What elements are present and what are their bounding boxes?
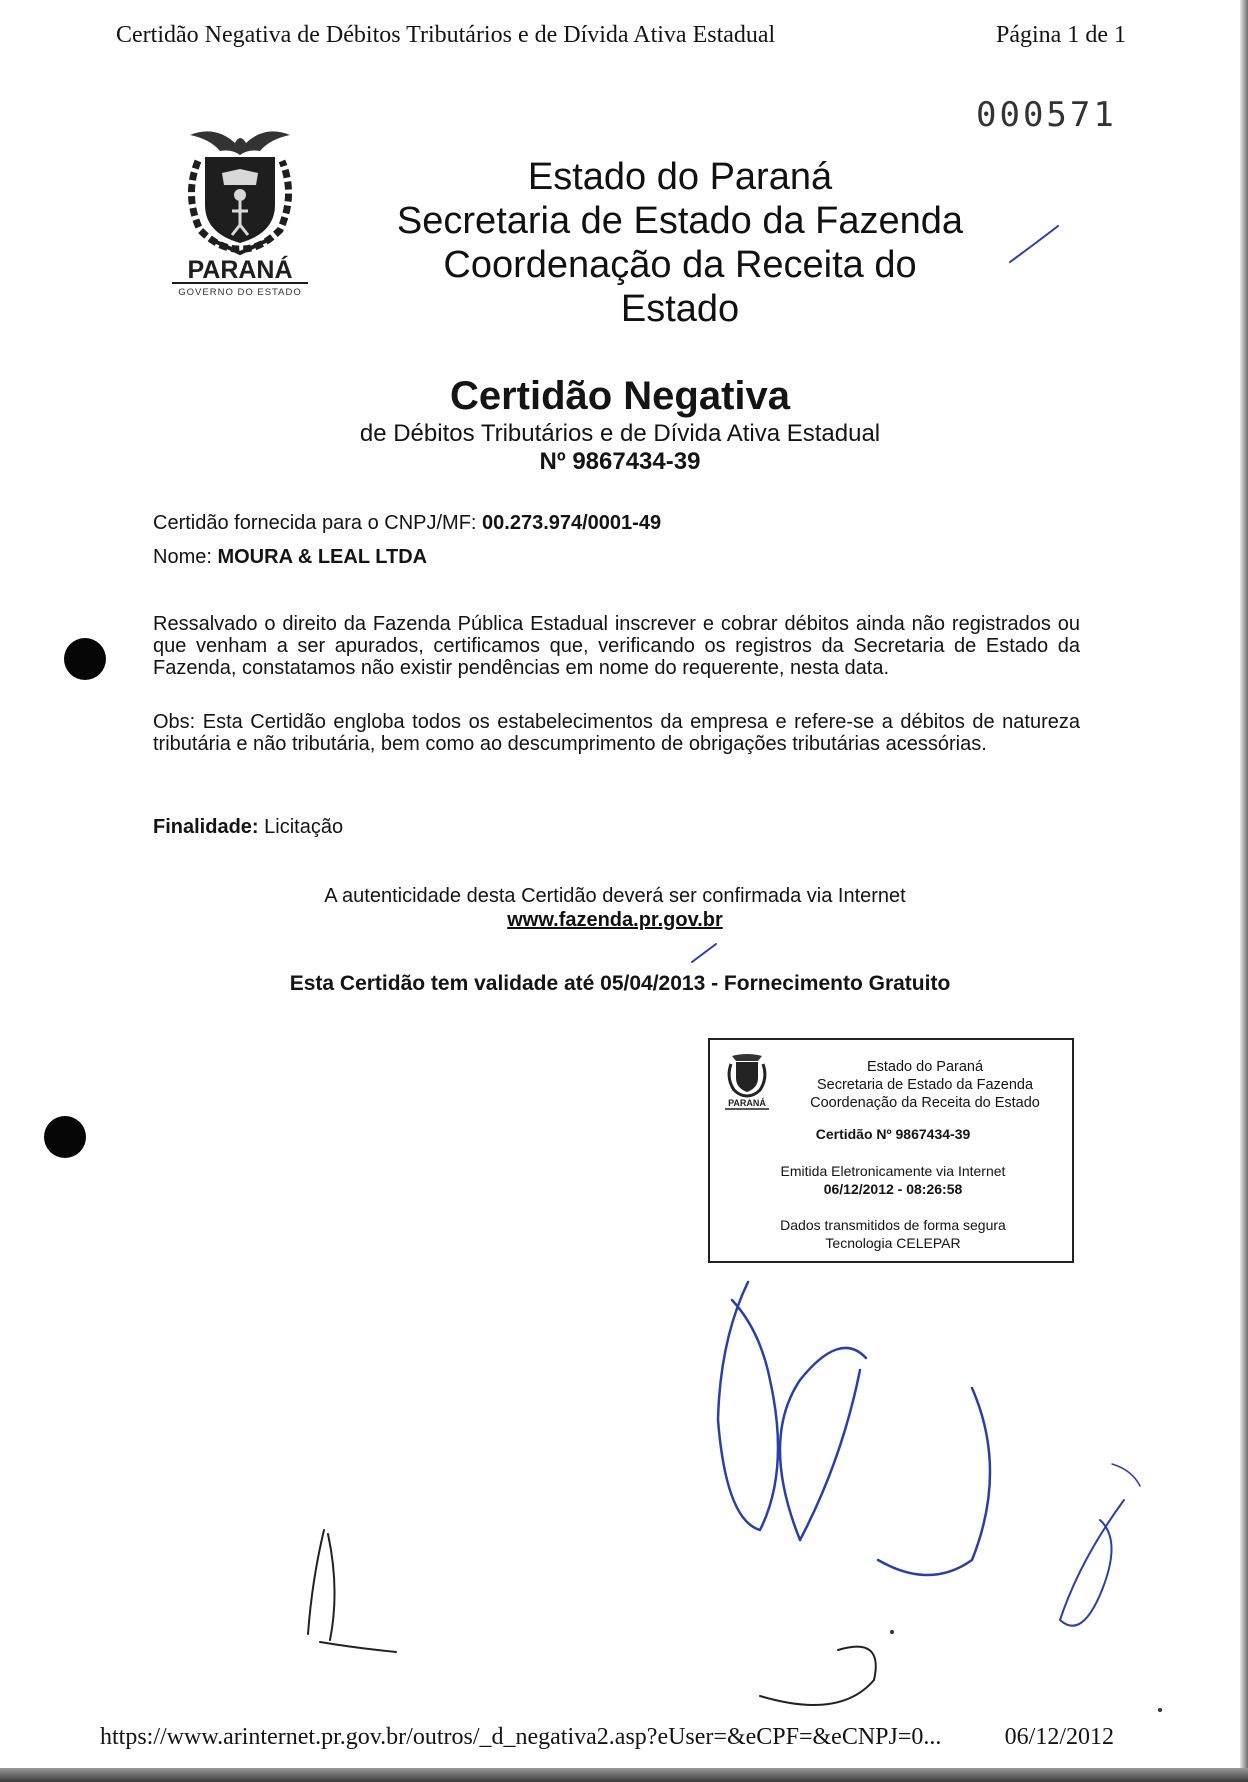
authenticity-link[interactable]: www.fazenda.pr.gov.br	[507, 909, 723, 931]
observation-paragraph: Obs: Esta Certidão engloba todos os estabelecimentos da empresa e refere-se a débitos de natureza tributária e não tributária, bem como ao descumprimento de obrigações tributárias acessórias.	[153, 711, 1080, 755]
validity-statement: Esta Certidão tem validade até 05/04/2013 - Fornecimento Gratuito	[289, 972, 951, 995]
seal-certificate-number: Certidão Nº 9867434-39	[815, 1126, 971, 1142]
agency-coordination: Coordenação da Receita do Estado	[443, 244, 917, 330]
certificate-title: Certidão Negativa	[449, 374, 791, 418]
purpose-line	[153, 816, 343, 839]
seal-security-line2: Tecnologia CELEPAR	[825, 1235, 961, 1251]
seal-agency-coordination: Coordenação da Receita do Estado	[810, 1095, 1040, 1111]
authenticity-block	[250, 884, 980, 932]
seal-agency	[780, 1058, 1070, 1112]
agency-block	[380, 155, 980, 331]
browser-header-title: Certidão Negativa de Débitos Tributários e de Dívida Ativa Estadual	[116, 22, 776, 48]
seal-emitted-datetime: 06/12/2012 - 08:26:58	[823, 1181, 963, 1197]
cnpj-value: 00.273.974/0001-49	[482, 512, 662, 534]
cnpj-label: Certidão fornecida para o CNPJ/MF:	[153, 512, 477, 534]
agency-secretariat: Secretaria de Estado da Fazenda	[396, 200, 964, 242]
agency-state: Estado do Paraná	[527, 156, 833, 198]
name-line	[153, 546, 1080, 568]
certification-paragraph: Ressalvado o direito da Fazenda Pública Estadual inscrever e cobrar débitos ainda não registrados ou que venham a ser apurados, certificamos que, verificando os registros da Secretaria de Estado da Fazenda, constatamos não existir pendências em nome do requerente, nesta data.	[153, 613, 1080, 679]
authenticity-text: A autenticidade desta Certidão deverá ser confirmada via Internet	[324, 885, 906, 907]
signature-loop-left	[718, 1282, 778, 1530]
signature-flourish	[1112, 1464, 1140, 1486]
name-value: MOURA & LEAL LTDA	[217, 546, 428, 568]
purpose-label: Finalidade:	[153, 816, 259, 838]
footer-date: 06/12/2012	[1004, 1724, 1114, 1750]
footer-url: https://www.arinternet.pr.gov.br/outros/_d_negativa2.asp?eUser=&eCPF=&eCNPJ=0...	[100, 1724, 942, 1750]
punch-hole-bottom	[44, 1116, 86, 1158]
purpose-value: Licitação	[264, 816, 344, 838]
seal-emitted-label: Emitida Eletronicamente via Internet	[780, 1163, 1006, 1179]
seal-security-line1: Dados transmitidos de forma segura	[780, 1217, 1006, 1233]
name-label: Nome:	[153, 546, 212, 568]
seal-agency-secretariat: Secretaria de Estado da Fazenda	[816, 1077, 1034, 1093]
emblem-caption: PARANÁ	[187, 256, 293, 284]
seal-emblem-icon	[722, 1052, 772, 1114]
initials-left	[308, 1530, 396, 1652]
signature-curve-right	[878, 1388, 990, 1575]
coat-of-arms-emblem	[160, 125, 320, 300]
eagle-icon	[190, 131, 290, 155]
certificate-number: Nº 9867434-39	[539, 448, 701, 475]
certificate-subtitle: de Débitos Tributários e de Dívida Ativa Estadual	[359, 420, 881, 447]
seal-emission	[710, 1162, 1076, 1198]
signature-loop-mid	[780, 1348, 866, 1540]
cnpj-line	[153, 512, 1080, 534]
check-mark-agency	[1010, 226, 1058, 262]
browser-header-page: Página 1 de 1	[996, 22, 1126, 48]
seal-security	[710, 1216, 1076, 1252]
certificate-title-block	[200, 372, 1040, 476]
signature-initials	[1060, 1500, 1124, 1626]
stamp-number: 000571	[976, 95, 1117, 135]
recipient-block	[153, 512, 1080, 568]
seal-agency-state: Estado do Paraná	[866, 1059, 984, 1075]
seal-emblem-caption: PARANÁ	[728, 1098, 766, 1108]
signature-swoosh-bottom	[760, 1647, 876, 1705]
scan-edge-right	[1240, 0, 1248, 1782]
check-mark-validity	[692, 944, 716, 962]
scan-edge-bottom	[0, 1768, 1248, 1782]
electronic-seal-box	[708, 1038, 1074, 1263]
emblem-subcaption: GOVERNO DO ESTADO	[178, 287, 302, 298]
punch-hole-top	[64, 638, 106, 680]
